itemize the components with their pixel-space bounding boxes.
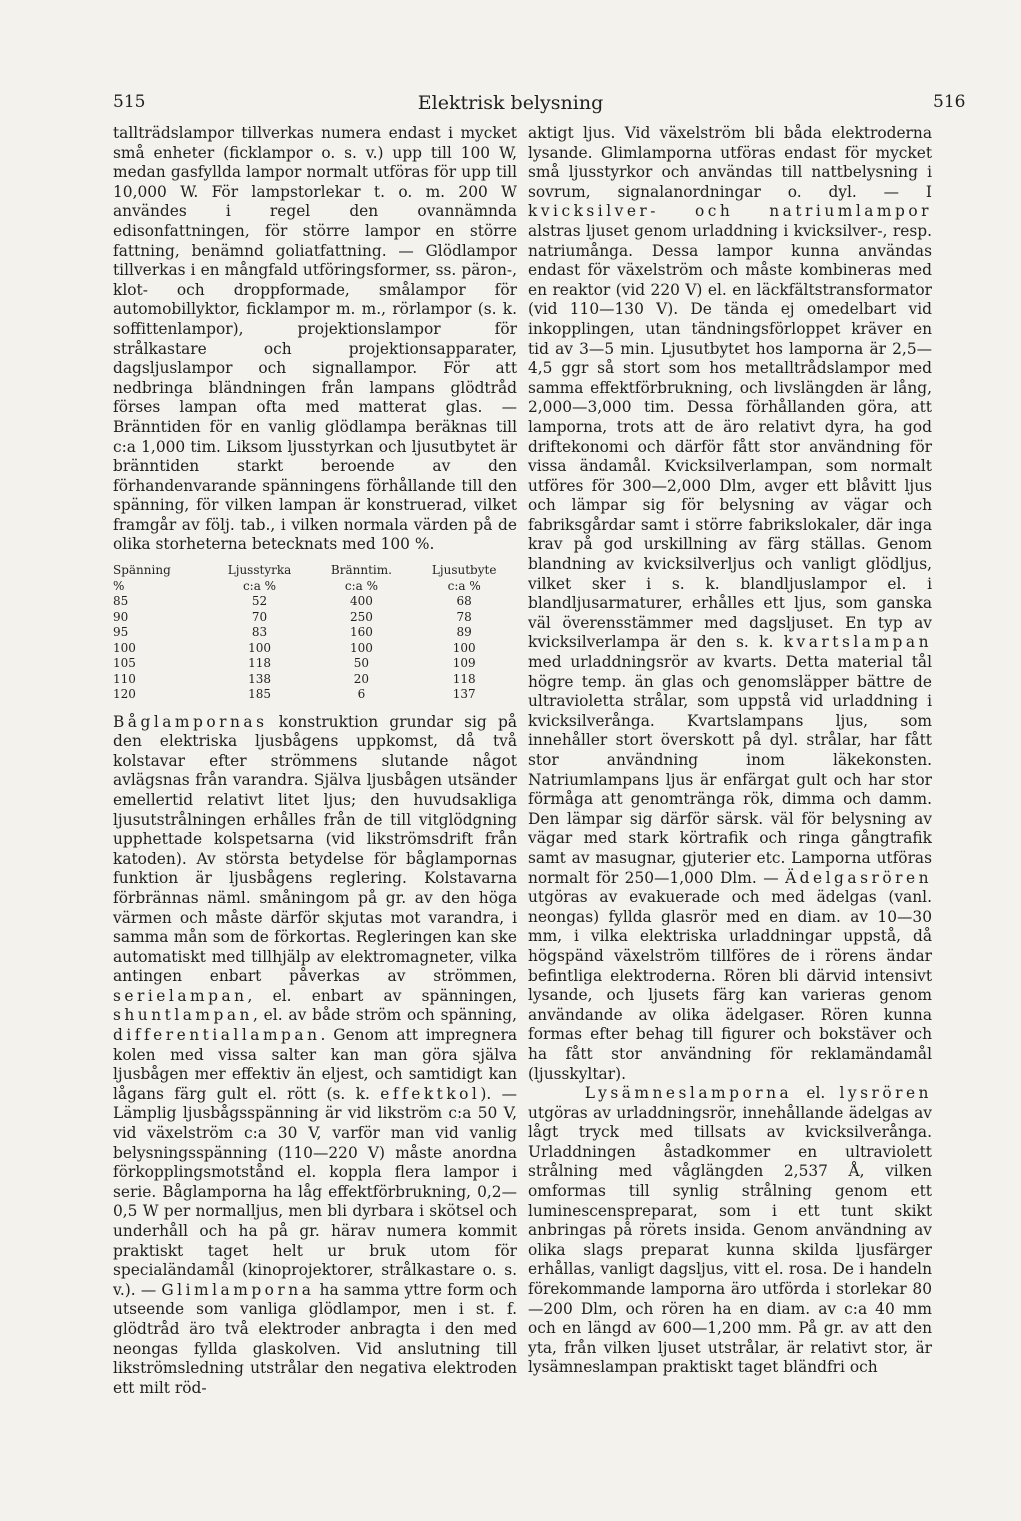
- text-run: ha samma yttre form och utseende som vanliga glödlampor, men i st. f. glödtråd äro två elektroder anbragta i den med neongas fyllda glaskolven. Vid anslutning till likströmsledning utstrålar den negativa elektroden ett milt röd-: [113, 1280, 517, 1397]
- text-run: utgöras av urladdningsrör, innehållande ädelgas av lågt tryck med tillsats av kvicksilverånga. Urladdningen åstadkommer en ultraviolett strålning med våglängden 2,537 Å, vilken omformas till synlig strålning genom ett luminescenspreparat, som i ett tunt skikt anbringas på rörets insida. Genom användning av olika slags preparat kunna skilda ljusfärger erhållas, vanligt dagsljus, vitt el. rosa. De i handeln förekommande lamporna äro utförda i storlekar 80—200 Dlm, och rören ha en diam. av c:a 40 mm och en längd av 600—1,200 mm. På gr. av att den yta, från vilken ljuset utstrålar, är relativt stor, är lysämneslampan praktiskt taget bländfri och: [528, 1103, 932, 1377]
- table-cell: 100: [113, 640, 136, 655]
- table-cell: 120: [113, 687, 136, 702]
- table-cell: 6: [357, 687, 366, 702]
- table-cell: 68: [456, 594, 472, 609]
- table-row: [113, 656, 517, 672]
- paragraph-glodlampor: tallträdslampor tillverkas numera endast i mycket små enheter (ficklampor o. s. v.) upp till 100 W, medan gasfyllda lampor normalt utföras för upp till 10,000 W. För lampstorlekar t. o. m. 200 W användes i regel den ovannämnda edisonfattningen, för större lampor en större fattning, benämnd goliatfattning. — Glödlampor tillverkas i en mångfald utföringsformer, ss. päron-, klot- och droppformade, smålampor för automobillyktor, ficklampor m. m., rörlampor (s. k. soffittenlampor), projektionslampor för strålkastare och projektionsapparater, dagsljuslampor och signallampor. För att nedbringa bländningen från lampans glödtråd förses lampan ofta med matterat glas. — Bränntiden för en vanlig glödlampa beräknas till c:a 1,000 tim. Liksom ljusstyrkan och ljusutbytet är bränntiden starkt beroende av den förhandenvarande spänningens förhållande till den spänning, för vilken lampan är konstruerad, vilket framgår av följ. tab., i vilken normala värden på de olika storheterna betecknats med 100 %.: [113, 124, 517, 554]
- table-cell: 118: [248, 656, 271, 671]
- text-run: . Genom att impregnera kolen med vissa salter kan man göra själva ljusbågen mer effektiv än eljest, och samtidigt kan lågans färg gult el. rött (s. k.: [113, 1026, 517, 1103]
- subheader-cell: c:a %: [344, 578, 378, 593]
- table-cell: 137: [452, 687, 476, 702]
- table-cell: 90: [113, 609, 129, 624]
- text-run: , el. av både ström och spänning,: [252, 1006, 517, 1025]
- table-header-row: [113, 563, 517, 579]
- table-cell: 85: [113, 594, 129, 609]
- right-column: [528, 124, 932, 1378]
- table-cell: 138: [248, 671, 271, 686]
- subheader-cell: c:a %: [242, 578, 277, 593]
- table-cell: 100: [248, 640, 271, 655]
- lamp-data-table: [113, 563, 517, 703]
- text-run: alstras ljuset genom urladdning i kvicksilver-, resp. natriumånga. Dessa lampor kunna användas endast för växelström och måste kombineras med en reaktor (vid 220 V) el. en läckfältstransformator (vid 110—130 V). De tända ej omedelbart vid inkopplingen, utan tändningsförloppet kräver en tid av 3—5 min. Ljusutbytet hos lamporna är 2,5—4,5 ggr så stort som hos metalltrådslampor med samma effektförbrukning, och livslängden är lång, 2,000—3,000 tim. Dessa förhållanden göra, att lamporna, trots att de äro relativt dyra, ha god driftekonomi och därför fått stor användning för vissa ändamål. Kvicksilverlampan, som normalt utföres för 300—2,000 Dlm, avger ett blåvitt ljus och lämpar sig för belysning av vägar och fabriksgårdar samt i större fabrikslokaler, där inga krav på god urskillning av färg ställas. Genom blandning av kvicksilverljus och vanligt glödljus, vilket sker i s. k. blandljuslampor el. i blandljusarmaturer, erhålles ett ljus, som ganska väl överensstämmer med dagsljuset. En typ av kvicksilverlampa är den s. k.: [528, 221, 932, 652]
- indent: [528, 1084, 585, 1102]
- text-run: konstruktion grundar sig på den elektriska ljusbågens uppkomst, då två kolstavar efter strömmens slutande något avlägsnas från varandra. Själva ljusbågen utsänder emellertid relativt litet ljus; den huvudsakliga ljusutstrålningen erhålles från de till vitglödgning upphettade kolspetsarna (vid likströmsdrift från katoden). Av största betydelse för båglampornas funktion är ljusbågens reglering. Kolstavarna förbrännas näml. småningom på gr. av den höga värmen och måste därför skjutas mot varandra, i samma mån som de förkortas. Regleringen kan ske automatiskt med tillhjälp av elektromagneter, vilka antingen enbart påverkas av strömmen,: [113, 712, 517, 986]
- table-cell: 78: [456, 609, 472, 624]
- text-run: el.: [792, 1084, 840, 1103]
- table-cell: 160: [349, 625, 373, 640]
- table-cell: 89: [456, 625, 472, 640]
- spaced-term: effektkol: [380, 1084, 481, 1103]
- spaced-term: Ädelgasrören: [785, 868, 932, 887]
- table-cell: 50: [353, 656, 370, 671]
- spaced-term: shuntlampan: [113, 1006, 253, 1025]
- table-cell: 250: [349, 609, 373, 624]
- table-row: [113, 687, 517, 703]
- header-spanning: Spänning: [113, 563, 171, 578]
- text-run: med urladdningsrör av kvarts. Detta material tål högre temp. än glas och genomsläpper bättre de ultravioletta strålar, som uppstå vid urladdning i kvicksilverånga. Kvartslampans ljus, som innehåller stort överskott på dyl. strålar, har fått stor användning inom läkekonsten. Natriumlampans ljus är enfärgat gult och har stor förmåga att genomtränga rök, dimma och damm. Den lämpar sig därför särsk. väl för belysning av vägar med stark körtrafik och ringa gångtrafik samt av masugnar, gjuterier etc. Lamporna utföras normalt för 250—1,000 Dlm. —: [528, 653, 932, 887]
- running-title: Elektrisk belysning: [417, 92, 604, 114]
- table-row: [113, 594, 517, 610]
- table-row: [113, 625, 517, 641]
- text-run: , el. enbart av spänningen,: [247, 986, 517, 1005]
- spaced-term: Glimlamporna: [161, 1280, 315, 1299]
- table-cell: 52: [251, 594, 268, 609]
- table-cell: 185: [248, 687, 271, 702]
- spaced-term: serielampan: [113, 986, 248, 1005]
- subheader-cell: c:a %: [447, 578, 481, 593]
- left-column: [113, 124, 517, 1398]
- table-row: [113, 641, 517, 657]
- table-cell: 110: [113, 671, 136, 686]
- table-cell: 100: [349, 640, 373, 655]
- text-run: ). — Lämplig ljusbågsspänning är vid likström c:a 50 V, vid växelström c:a 30 V, varför man vid vanlig belysningsspänning (110—220 V) måste anordna förkopplingsmotstånd el. koppla flera lampor i serie. Båglamporna ha låg effektförbrukning, 0,2—0,5 W per normalljus, men bli dyrbara i skötsel och underhåll och ha på gr. härav numera kommit praktiskt taget helt ur bruk utom för specialändamål (kinoprojektorer, strålkastare o. s. v.). —: [113, 1084, 517, 1299]
- table-cell: 118: [452, 671, 476, 686]
- spaced-term: kvicksilver- och natriumlampor: [528, 202, 932, 221]
- spaced-term: differentiallampan: [113, 1026, 321, 1045]
- page-number-left: 515: [113, 92, 146, 112]
- text-run: utgöras av evakuerade och med ädelgas (vanl. neongas) fyllda glasrör med en diam. av 10—30 mm, i vilka elektriska urladdningar uppstå, då högspänd växelström tillföres de i rörens ändar befintliga elektroderna. Rören bli därvid intensivt lysande, och ljusets färg kan varieras genom användande av olika ädelgaser. Rören kunna formas efter behag till figurer och bokstäver och ha fått stor användning för reklamändamål (ljusskyltar).: [528, 888, 932, 1083]
- table-cell: 105: [113, 656, 136, 671]
- text-run: aktigt ljus. Vid växelström bli båda elektroderna lysande. Glimlamporna utföras endast för mycket små ljusstyrkor och användas till nattbelysning i sovrum, signalanordningar o. dyl. — I: [528, 124, 932, 201]
- table-cell: 20: [353, 671, 370, 686]
- paragraph-lysror: [528, 1084, 932, 1378]
- table-cell: 109: [452, 656, 476, 671]
- table-row: [113, 610, 517, 626]
- table-cell: 70: [251, 609, 268, 624]
- paragraph-baglampor: [113, 713, 517, 1399]
- header-ljusstyrka: Ljusstyrka: [227, 563, 292, 578]
- table-row: [113, 672, 517, 688]
- paragraph-glim-kvick: [528, 124, 932, 1084]
- spaced-term: lysrören: [839, 1084, 932, 1103]
- table-subheader-row: [113, 579, 517, 595]
- table-cell: 400: [349, 594, 373, 609]
- subheader-cell: %: [113, 578, 125, 593]
- spaced-term: Lysämneslamporna: [584, 1084, 793, 1103]
- spaced-term: kvartslampan: [783, 633, 932, 652]
- table-cell: 100: [452, 640, 476, 655]
- page-number-right: 516: [933, 92, 966, 112]
- spaced-term: Båglampornas: [113, 712, 268, 731]
- header-branntim: Bränntim.: [330, 563, 392, 578]
- table-cell: 95: [113, 625, 129, 640]
- table-cell: 83: [251, 625, 268, 640]
- header-ljusutbyte: Ljusutbyte: [431, 563, 497, 578]
